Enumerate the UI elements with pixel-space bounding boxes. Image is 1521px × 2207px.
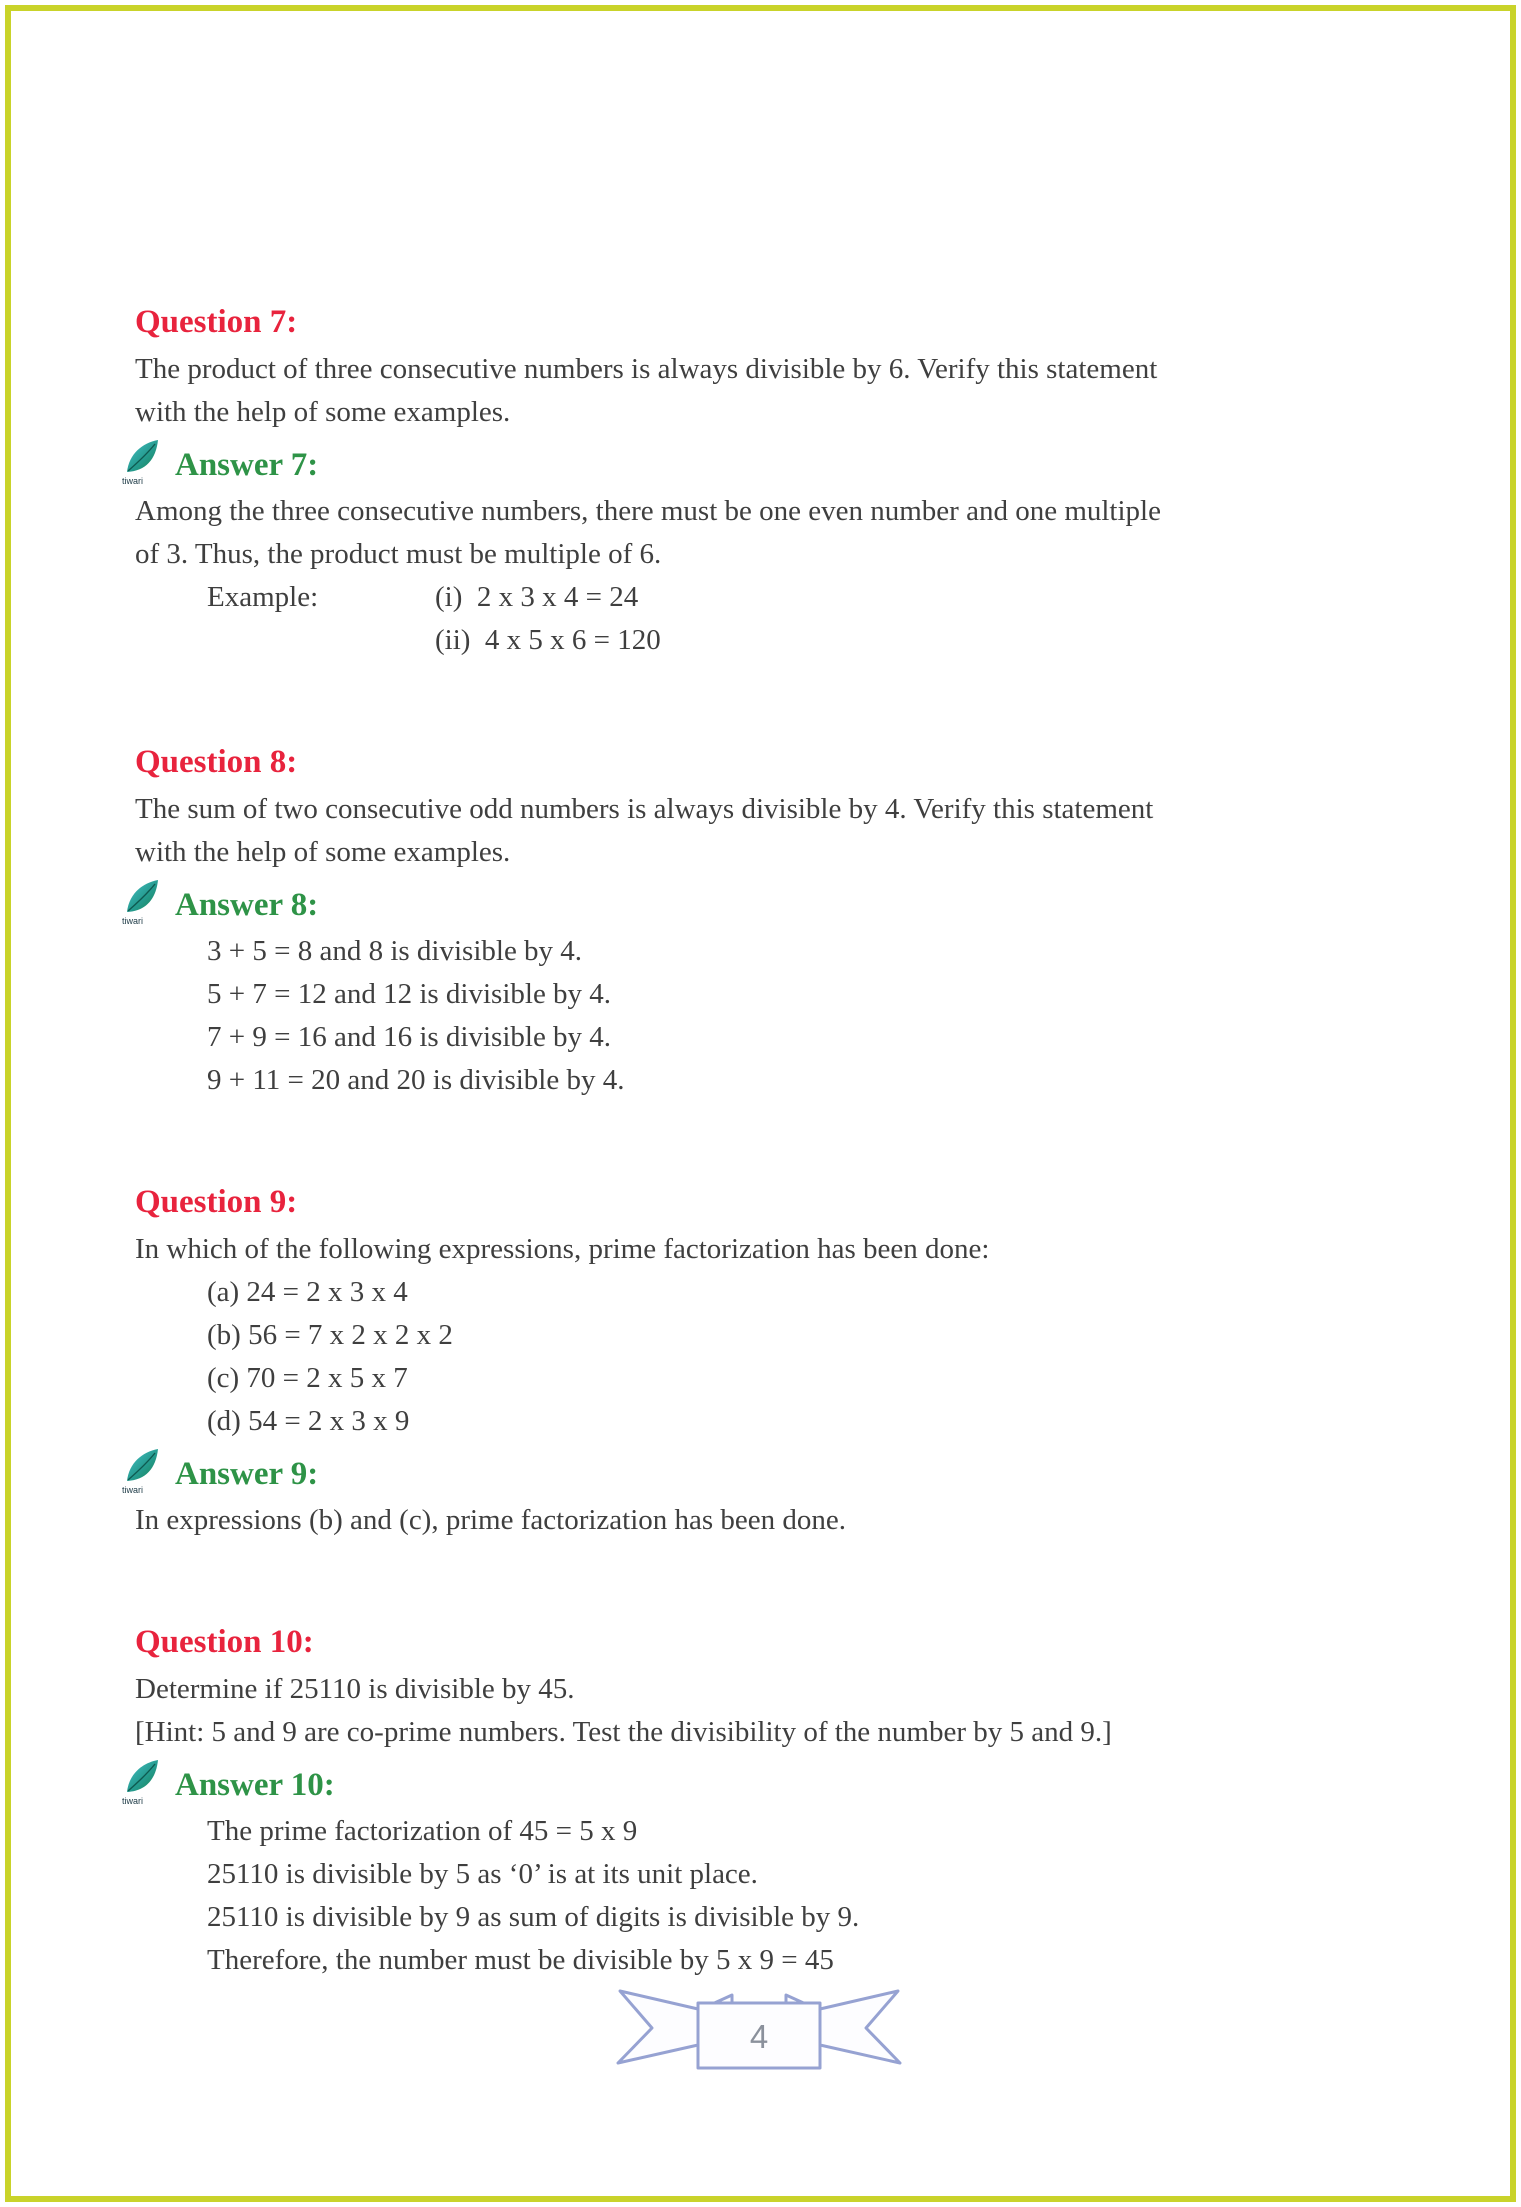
question-7-heading: Question 7: [135, 304, 298, 340]
answer-8-line: 3 + 5 = 8 and 8 is divisible by 4. [207, 935, 583, 967]
ribbon-right-tail [820, 1991, 900, 2063]
question-8-text-line: with the help of some examples. [135, 836, 511, 868]
question-7-section [122, 300, 1397, 662]
question-7-text-line: The product of three consecutive numbers is always divisible by 6. Verify this statement [135, 353, 1158, 385]
question-8-text-line: The sum of two consecutive odd numbers is always divisible by 4. Verify this statement [135, 793, 1154, 825]
question-9-option-d: (d) 54 = 2 x 3 x 9 [207, 1405, 410, 1437]
answer-10-heading: Answer 10: [175, 1767, 335, 1803]
document-content [122, 300, 1397, 2060]
tiwari-wordmark: tiwari [122, 1796, 144, 1806]
answer-8-line: 5 + 7 = 12 and 12 is divisible by 4. [207, 978, 612, 1010]
answer-10-line: 25110 is divisible by 5 as ‘0’ is at its unit place. [207, 1858, 758, 1890]
answer-7-text-line: Among the three consecutive numbers, there must be one even number and one multiple [135, 495, 1161, 527]
example-label: Example: [207, 581, 319, 613]
tiwari-wordmark: tiwari [122, 1485, 144, 1495]
answer-9-heading: Answer 9: [175, 1456, 319, 1492]
ribbon-left-tail [618, 1991, 698, 2063]
answer-7-text-line: of 3. Thus, the product must be multiple of 6. [135, 538, 662, 570]
question-8-heading: Question 8: [135, 744, 298, 780]
question-9-option-a: (a) 24 = 2 x 3 x 4 [207, 1276, 408, 1308]
tiwari-academy-leaf-logo-icon [121, 1447, 165, 1495]
tiwari-academy-leaf-logo-icon [121, 878, 165, 926]
answer-10-line: Therefore, the number must be divisible by 5 x 9 = 45 [207, 1944, 834, 1976]
answer-8-heading-row [121, 876, 1397, 926]
tiwari-academy-leaf-logo-icon [121, 438, 165, 486]
answer-9-heading-row [121, 1445, 1397, 1495]
answer-10-line: The prime factorization of 45 = 5 x 9 [207, 1815, 638, 1847]
question-10-text-line: Determine if 25110 is divisible by 45. [135, 1673, 575, 1705]
question-10-section [122, 1620, 1397, 1982]
answer-8-line: 9 + 11 = 20 and 20 is divisible by 4. [207, 1064, 625, 1096]
answer-7-heading-row [121, 436, 1397, 486]
question-9-text-line: In which of the following expressions, prime factorization has been done: [135, 1233, 990, 1265]
example-item-1: (i) 2 x 3 x 4 = 24 [435, 581, 639, 613]
tiwari-wordmark: tiwari [122, 476, 144, 486]
tiwari-academy-leaf-logo-icon [121, 1758, 165, 1806]
answer-7-heading: Answer 7: [175, 447, 319, 483]
question-7-text-line: with the help of some examples. [135, 396, 511, 428]
question-9-section [122, 1180, 1397, 1542]
answer-9-text-line: In expressions (b) and (c), prime factorization has been done. [135, 1504, 847, 1536]
question-10-hint-line: [Hint: 5 and 9 are co-prime numbers. Test the divisibility of the number by 5 and 9.] [135, 1716, 1112, 1748]
example-item-2: (ii) 4 x 5 x 6 = 120 [435, 624, 661, 656]
tiwari-wordmark: tiwari [122, 916, 144, 926]
question-8-section [122, 740, 1397, 1102]
page-number: 4 [749, 2018, 769, 2055]
answer-8-heading: Answer 8: [175, 887, 319, 923]
question-9-option-b: (b) 56 = 7 x 2 x 2 x 2 [207, 1319, 453, 1351]
answer-10-line: 25110 is divisible by 9 as sum of digits is divisible by 9. [207, 1901, 860, 1933]
answer-10-heading-row [121, 1756, 1397, 1806]
answer-8-line: 7 + 9 = 16 and 16 is divisible by 4. [207, 1021, 612, 1053]
question-10-heading: Question 10: [135, 1624, 314, 1660]
page-number-ribbon [606, 1982, 912, 2080]
question-9-option-c: (c) 70 = 2 x 5 x 7 [207, 1362, 408, 1394]
example-row [135, 576, 1397, 619]
question-9-heading: Question 9: [135, 1184, 298, 1220]
